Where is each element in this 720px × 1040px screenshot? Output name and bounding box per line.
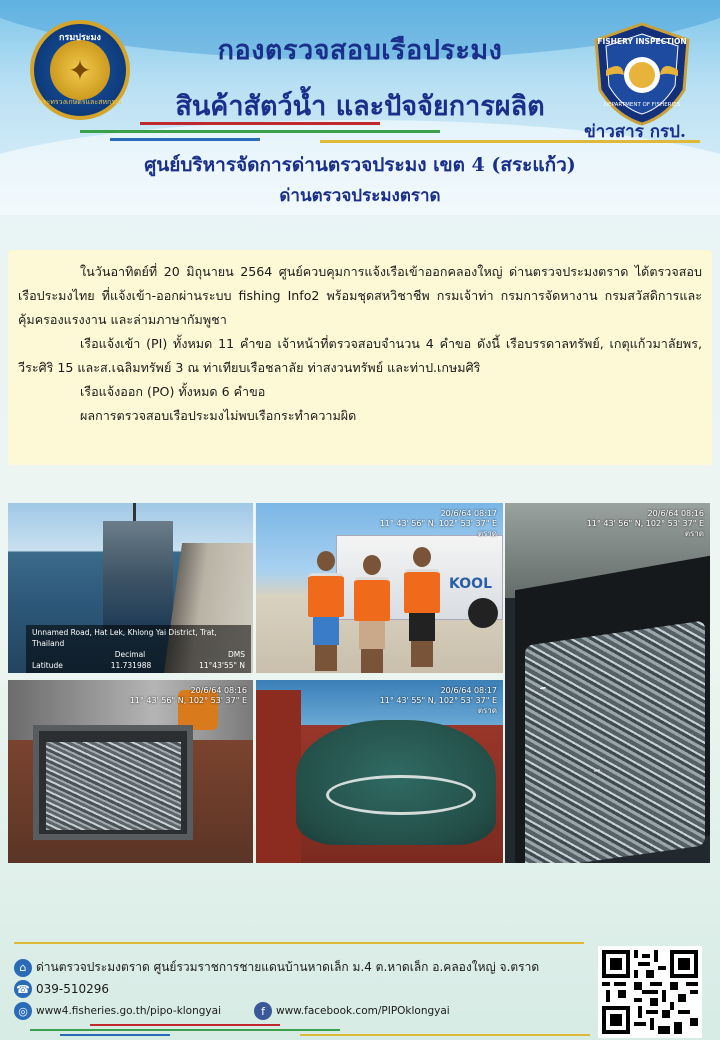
photo-hatch <box>8 680 253 863</box>
photo-boat-at-pier <box>8 503 253 673</box>
subtitle: ศูนย์บริหารจัดการด่านตรวจประมง เขต 4 (สระแก้ว) <box>144 154 576 176</box>
gps-longitude-label <box>32 671 69 673</box>
gps-overlay <box>26 625 251 673</box>
footer-phone <box>14 980 109 998</box>
gps-longitude-dms <box>195 671 245 673</box>
globe-icon: ◎ <box>14 1002 32 1020</box>
footer-website[interactable] <box>14 1002 221 1020</box>
photo-timestamp <box>587 509 704 539</box>
footer-address <box>14 958 539 977</box>
subtitle-office: ด่านตรวจประมงตราด <box>279 186 441 206</box>
gps-dms-header: DMS <box>227 650 245 659</box>
badge-top-text: FISHERY INSPECTION <box>597 37 687 46</box>
stamp-coords: 11° 43' 56" N, 102° 53' 37" E <box>129 696 247 705</box>
page-title-line2: สินค้าสัตว์น้ำ และปัจจัยการผลิต <box>175 91 545 122</box>
article-paragraph-4: ผลการตรวจสอบเรือประมงไม่พบเรือกระทำความผิด <box>80 408 357 423</box>
fish-catch <box>525 620 705 863</box>
footer-underline-gold <box>300 1034 590 1036</box>
fish-catch <box>46 742 181 830</box>
rope <box>326 775 476 815</box>
seal-subcaption: กระทรวงเกษตรและสหกรณ์ <box>38 98 122 106</box>
news-label: ข่าวสาร กรป. <box>584 122 686 142</box>
stamp-date: 20/6/64 08:17 <box>440 686 497 695</box>
boat-post <box>256 690 301 863</box>
stamp-place: ตราด <box>684 529 704 538</box>
stamp-coords: 11° 43' 55" N, 102° 53' 37" E <box>379 696 497 705</box>
photo-fish-hold <box>505 503 710 863</box>
stamp-place: ตราด <box>477 706 497 715</box>
fishing-boat <box>103 521 173 631</box>
stamp-date: 20/6/64 08:16 <box>190 686 247 695</box>
article-card <box>8 250 712 465</box>
footer-underline-red <box>90 1024 280 1026</box>
footer-divider <box>14 942 584 944</box>
title-underline-green <box>80 130 440 133</box>
page-title: กองตรวจสอบเรือประมง <box>217 35 503 66</box>
photo-timestamp <box>130 686 247 706</box>
stamp-place: ตราด <box>477 529 497 538</box>
officer-figure <box>404 547 440 667</box>
stamp-date: 20/6/64 08:16 <box>647 509 704 518</box>
gps-decimal-header: Decimal <box>114 650 146 659</box>
facebook-link[interactable]: www.facebook.com/PIPOklongyai <box>276 1005 450 1017</box>
department-of-fisheries-seal-icon <box>30 20 130 120</box>
photo-officers <box>256 503 503 673</box>
photo-fishing-net <box>256 680 503 863</box>
photo-timestamp <box>380 686 497 716</box>
title-underline-red <box>140 122 380 125</box>
truck-wheel <box>468 598 498 628</box>
officer-figure <box>354 555 390 673</box>
gps-longitude-value <box>110 671 155 673</box>
gps-latitude-value: 11.731988 <box>110 661 152 670</box>
officer-figure <box>308 551 344 671</box>
badge-bottom-text: DEPARTMENT OF FISHERIES <box>603 102 681 108</box>
gps-latitude-dms: 11°43'55" N <box>199 661 245 670</box>
gps-latitude-label: Latitude <box>32 661 63 670</box>
facebook-icon: f <box>254 1002 272 1020</box>
seal-caption: กรมประมง <box>59 33 101 43</box>
home-icon: ⌂ <box>14 959 32 977</box>
title-underline-blue <box>110 138 260 141</box>
article-paragraph-2: เรือแจ้งเข้า (PI) ทั้งหมด 11 คำขอ เจ้าหน้าที่ตรวจสอบจำนวน 4 คำขอ ดังนี้ เรือบรรดาลทรัพย์, เกตุแก้วมาลัยพร, วีระศิริ 15 และส.เฉลิมทรัพย์ 3 ณ ท่าเทียบเรือชลาลัย ท่าสงวนทรัพย์ และท่าป.เกษมศิริ <box>18 336 702 375</box>
article-paragraph-1: ในวันอาทิตย์ที่ 20 มิถุนายน 2564 ศูนย์ควบคุมการแจ้งเรือเข้าออกคลองใหญ่ ด่านตรวจประมงตราด ได้ตรวจสอบเรือประมงไทย ที่แจ้งเข้า-ออกผ่านระบบ fishing Info2 พร้อมชุดสหวิชาชีพ กรมเจ้าท่า กรมการจัดหางาน กรมสวัสดิการและคุ้มครองแรงงาน และล่ามภาษากัมพูชา <box>18 264 702 327</box>
truck-label: KOOL <box>449 576 492 592</box>
fishery-inspection-badge-icon <box>588 20 696 128</box>
footer-underline-blue <box>60 1034 170 1036</box>
gps-location: Unnamed Road, Hat Lek, Khlong Yai District, Trat, Thailand <box>32 628 217 648</box>
qr-code-icon[interactable] <box>598 946 702 1038</box>
stamp-coords: 11° 43' 56" N, 102° 53' 37" E <box>379 519 497 528</box>
footer-facebook[interactable] <box>254 1002 450 1020</box>
phone-text: 039-510296 <box>36 982 110 996</box>
website-link[interactable]: www4.fisheries.go.th/pipo-klongyai <box>36 1005 221 1017</box>
footer-underline-green <box>30 1029 340 1031</box>
stamp-coords: 11° 43' 56" N, 102° 53' 37" E <box>586 519 704 528</box>
seal-emblem: ✦ <box>50 40 110 100</box>
address-text: ด่านตรวจประมงตราด ศูนย์รวมราชการชายแดนบ้านหาดเล็ก ม.4 ต.หาดเล็ก อ.คลองใหญ่ จ.ตราด <box>36 960 540 974</box>
header-banner <box>0 0 720 215</box>
article-paragraph-3: เรือแจ้งออก (PO) ทั้งหมด 6 คำขอ <box>80 384 266 399</box>
photo-timestamp <box>380 509 497 539</box>
stamp-date: 20/6/64 08:17 <box>440 509 497 518</box>
phone-icon: ☎ <box>14 980 32 998</box>
